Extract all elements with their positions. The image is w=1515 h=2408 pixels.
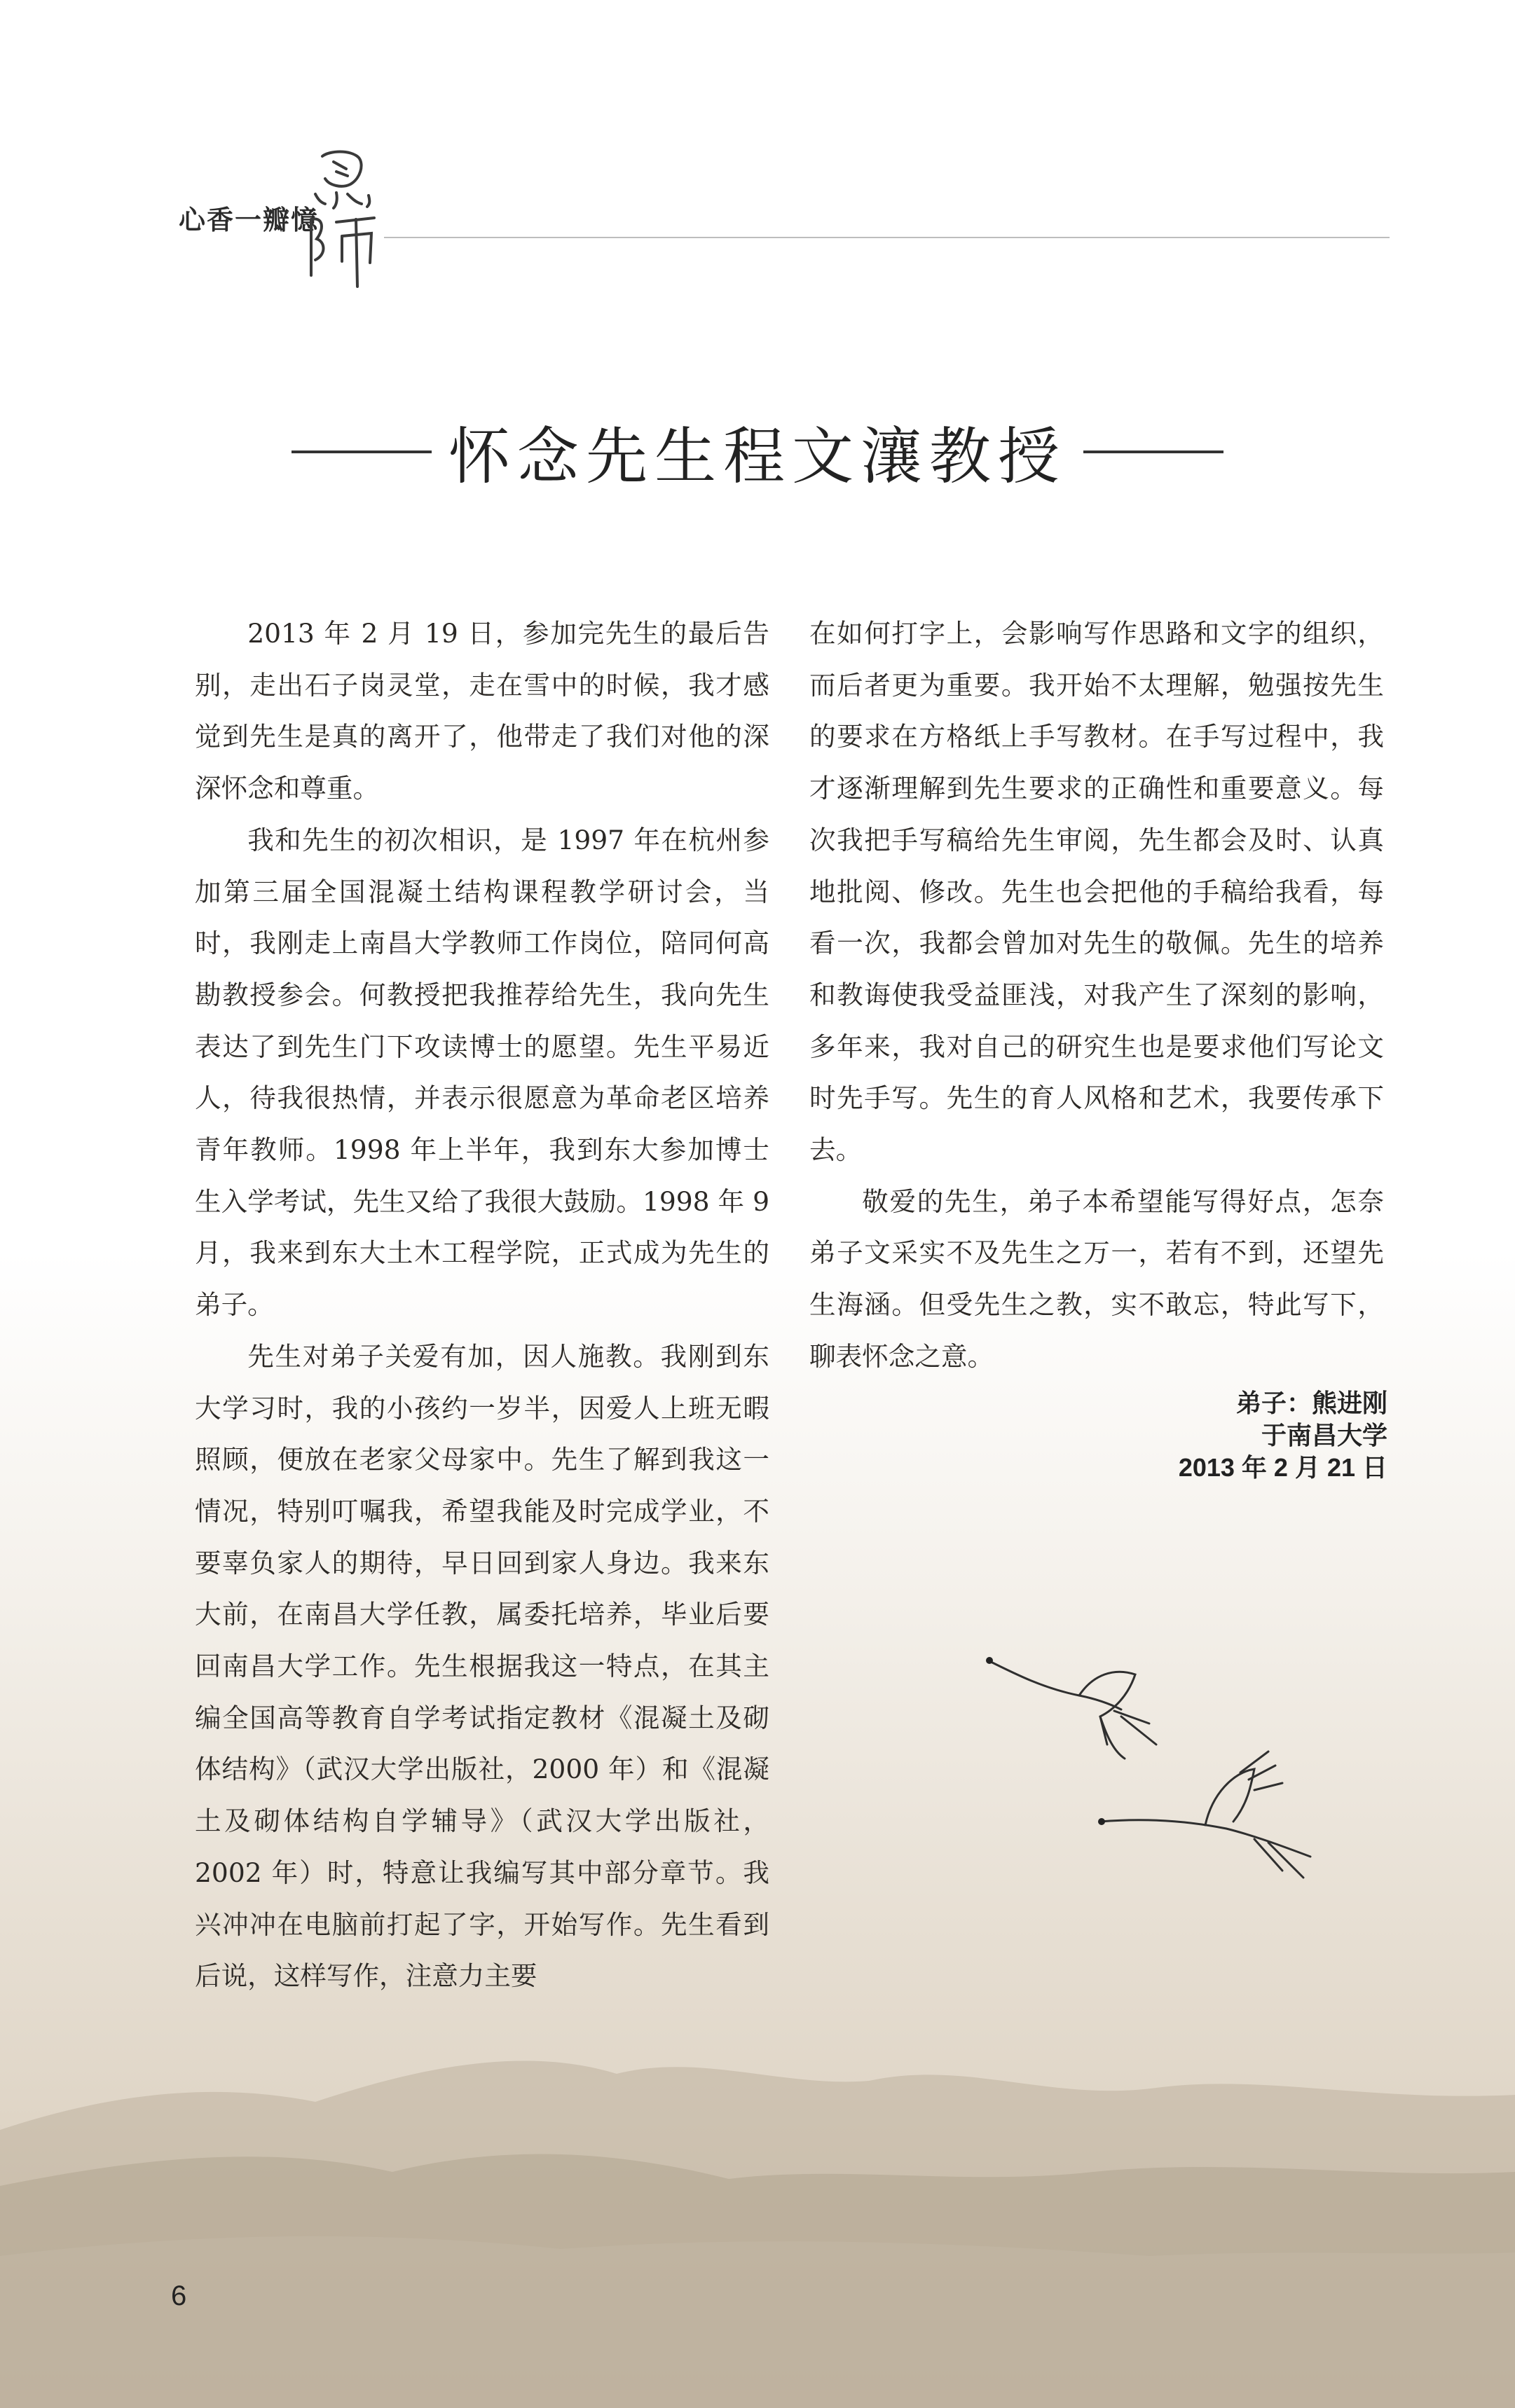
paragraph: 敬爱的先生，弟子本希望能写得好点，怎奈弟子文采实不及先生之万一，若有不到，还望先生海涵。但受先生之教，实不敢忘，特此写下，聊表怀念之意。: [809, 1185, 1384, 1372]
signature-author: 弟子：熊进刚: [1235, 1389, 1387, 1417]
title-dash-right: [1083, 450, 1223, 453]
article-title: 怀念先生程文瀼教授: [448, 420, 1067, 493]
signature-block: [988, 1387, 1387, 1484]
section-label: 心香一瓣憶: [179, 204, 320, 235]
signature-affiliation: 于南昌大学: [1261, 1421, 1387, 1450]
header-rule: [384, 237, 1390, 238]
mountain-landscape: [0, 2004, 1515, 2408]
cranes-illustration: [974, 1646, 1366, 1885]
page-header: [0, 0, 1515, 294]
title-dash-left: [292, 450, 432, 453]
paragraph: 我和先生的初次相识，是 1997 年在杭州参加第三届全国混凝土结构课程教学研讨会，当时，我刚走上南昌大学教师工作岗位，陪同何高勘教授参会。何教授把我推荐给先生，我向先生表达了到先生门下攻读博士的愿望。先生平易近人，待我很热情，并表示很愿意为革命老区培养青年教师。1998 年上半年，我到东大参加博士生入学考试，先生又给了我很大鼓励。1998 年 9 月，我来到东大土木工程学院，正式成为先生的弟子。: [195, 824, 769, 1321]
article-title-row: [0, 403, 1515, 501]
paragraph: 先生对弟子关爱有加，因人施教。我刚到东大学习时，我的小孩约一岁半，因爱人上班无暇照顾，便放在老家父母家中。先生了解到我这一情况，特别叮嘱我，希望我能及时完成学业，不要辜负家人的期待，早日回到家人身边。我来东大前，在南昌大学任教，属委托培养，毕业后要回南昌大学工作。先生根据我这一特点，在其主编全国高等教育自学考试指定教材《混凝土及砌体结构》（武汉大学出版社，2000 年）和《混凝土及砌体结构自学辅导》（武汉大学出版社，2002 年）时，特意让我编写其中部分章节。我兴冲冲在电脑前打起了字，开始写作。先生看到后说，这样写作，注意力主要: [195, 1340, 769, 1992]
paragraph: 2013 年 2 月 19 日，参加完先生的最后告别，走出石子岗灵堂，走在雪中的时候，我才感觉到先生是真的离开了，他带走了我们对他的深深怀念和尊重。: [195, 618, 769, 804]
page-number: 6: [171, 2280, 187, 2311]
right-column: [809, 608, 1384, 1383]
paragraph-continued: 在如何打字上，会影响写作思路和文字的组织，而后者更为重要。我开始不太理解，勉强按先生的要求在方格纸上手写教材。在手写过程中，我才逐渐理解到先生要求的正确性和重要意义。每次我把手写稿给先生审阅，先生都会及时、认真地批阅、修改。先生也会把他的手稿给我看，每看一次，我都会曾加对先生的敬佩。先生的培养和教诲使我受益匪浅，对我产生了深刻的影响，多年来，我对自己的研究生也是要求他们写论文时先手写。先生的育人风格和艺术，我要传承下去。: [809, 618, 1384, 1166]
left-column: [195, 608, 769, 2002]
calligraphy-emblem: [301, 144, 385, 291]
signature-date: 2013 年 2 月 21 日: [1178, 1453, 1387, 1482]
